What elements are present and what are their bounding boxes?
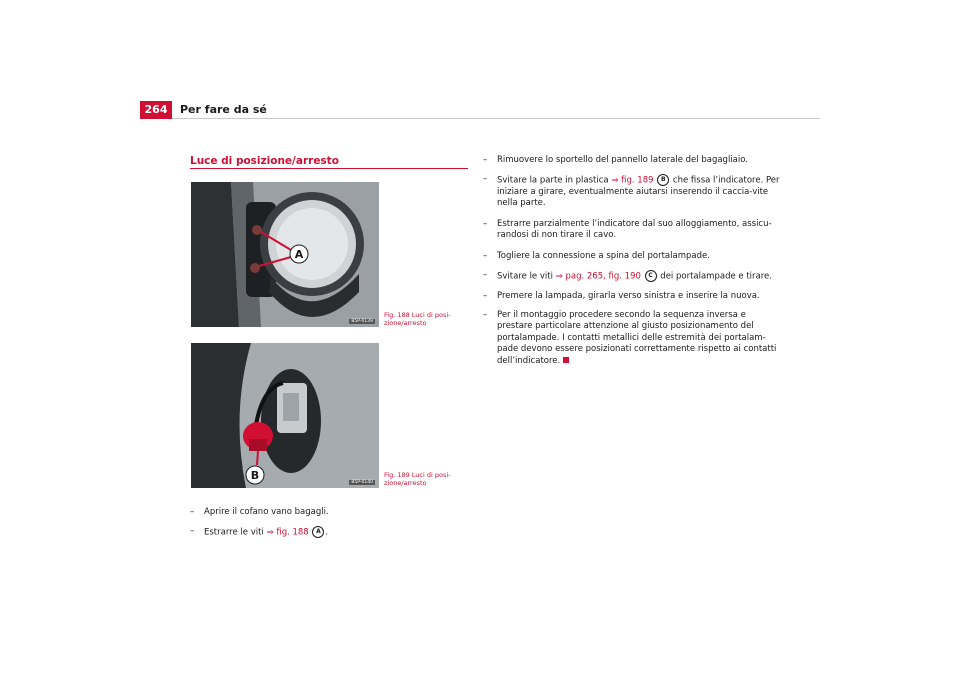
callout-a: A — [294, 248, 304, 261]
dash: – — [483, 174, 488, 184]
figure-reference-link[interactable]: ⇒ pag. 265, fig. 190 — [555, 271, 644, 282]
figure-189-caption: Fig. 189 Luci di posi-zione/arresto — [384, 471, 451, 487]
step-text: Togliere la connessione a spina del portalampade. — [497, 251, 710, 261]
step-text-tail: dei portalampade e tirare. — [657, 271, 772, 282]
step-text — [190, 526, 470, 539]
step-text — [483, 310, 783, 367]
step-text-part: Svitare la parte in plastica — [497, 175, 612, 186]
list-item — [190, 507, 470, 518]
end-of-section-icon — [563, 357, 569, 363]
dash: – — [483, 310, 488, 320]
dash: – — [483, 270, 488, 280]
list-item — [190, 526, 470, 539]
step-text — [483, 270, 783, 283]
figure-code: B5P-0139 — [351, 319, 373, 324]
figure-188-caption: Fig. 188 Luci di posi-zione/arresto — [384, 311, 451, 327]
step-text: Aprire il cofano vano bagagli. — [204, 507, 329, 517]
figure-reference-link[interactable]: ⇒ fig. 188 — [266, 527, 312, 538]
figure-189 — [191, 343, 379, 488]
page-header — [140, 101, 820, 119]
section-title: Luce di posizione/arresto — [190, 155, 339, 167]
dash: – — [190, 526, 195, 536]
section-rule — [190, 168, 468, 169]
dash: – — [190, 507, 195, 517]
lamp-housing-illustration — [191, 182, 379, 327]
dash: – — [483, 219, 488, 229]
lamp-holder-illustration — [191, 343, 379, 488]
list-item — [483, 251, 783, 262]
list-item — [483, 219, 783, 242]
step-text: Rimuovere lo sportello del pannello laterale del bagagliaio. — [497, 155, 748, 165]
step-text-part: Svitare le viti — [497, 271, 556, 282]
step-text-part: Per il montaggio procedere secondo la sequenza inversa e prestare particolare attenzione al giusto posizionamento del portalampade. I contatti metallici delle estremità dei portalam-pade devono essere posizionati correttamente rispetto ai contatti dell’indicatore. — [497, 310, 777, 366]
list-item — [483, 155, 783, 166]
step-text: Premere la lampada, girarla verso sinistra e inserire la nuova. — [497, 291, 760, 301]
list-item — [483, 310, 783, 367]
figure-reference-link[interactable]: ⇒ fig. 189 — [611, 175, 657, 186]
list-item — [483, 174, 783, 210]
step-text — [483, 174, 783, 210]
callout-badge: A — [312, 526, 324, 538]
list-item — [483, 291, 783, 302]
page-number: 264 — [140, 101, 172, 119]
running-title: Per fare da sé — [180, 103, 267, 116]
list-item — [483, 270, 783, 283]
callout-badge: C — [645, 270, 657, 282]
callout-b: B — [250, 469, 260, 482]
figure-code: B5P-0140 — [351, 480, 373, 485]
step-text-part: Estrarre le viti — [204, 527, 267, 538]
figure-188 — [191, 182, 379, 327]
dash: – — [483, 251, 488, 261]
step-text: Estrarre parzialmente l’indicatore dal suo alloggiamento, assicu-randosi di non tirare il cavo. — [497, 219, 772, 241]
step-text-tail: . — [325, 527, 329, 538]
header-rule — [172, 118, 820, 119]
step-text-tail: che fissa l’indicatore. Per iniziare a girare, eventualmente aiutarsi inserendo il caccia-vite nella parte. — [497, 175, 780, 209]
dash: – — [483, 155, 488, 165]
callout-badge: B — [657, 174, 669, 186]
dash: – — [483, 291, 488, 301]
